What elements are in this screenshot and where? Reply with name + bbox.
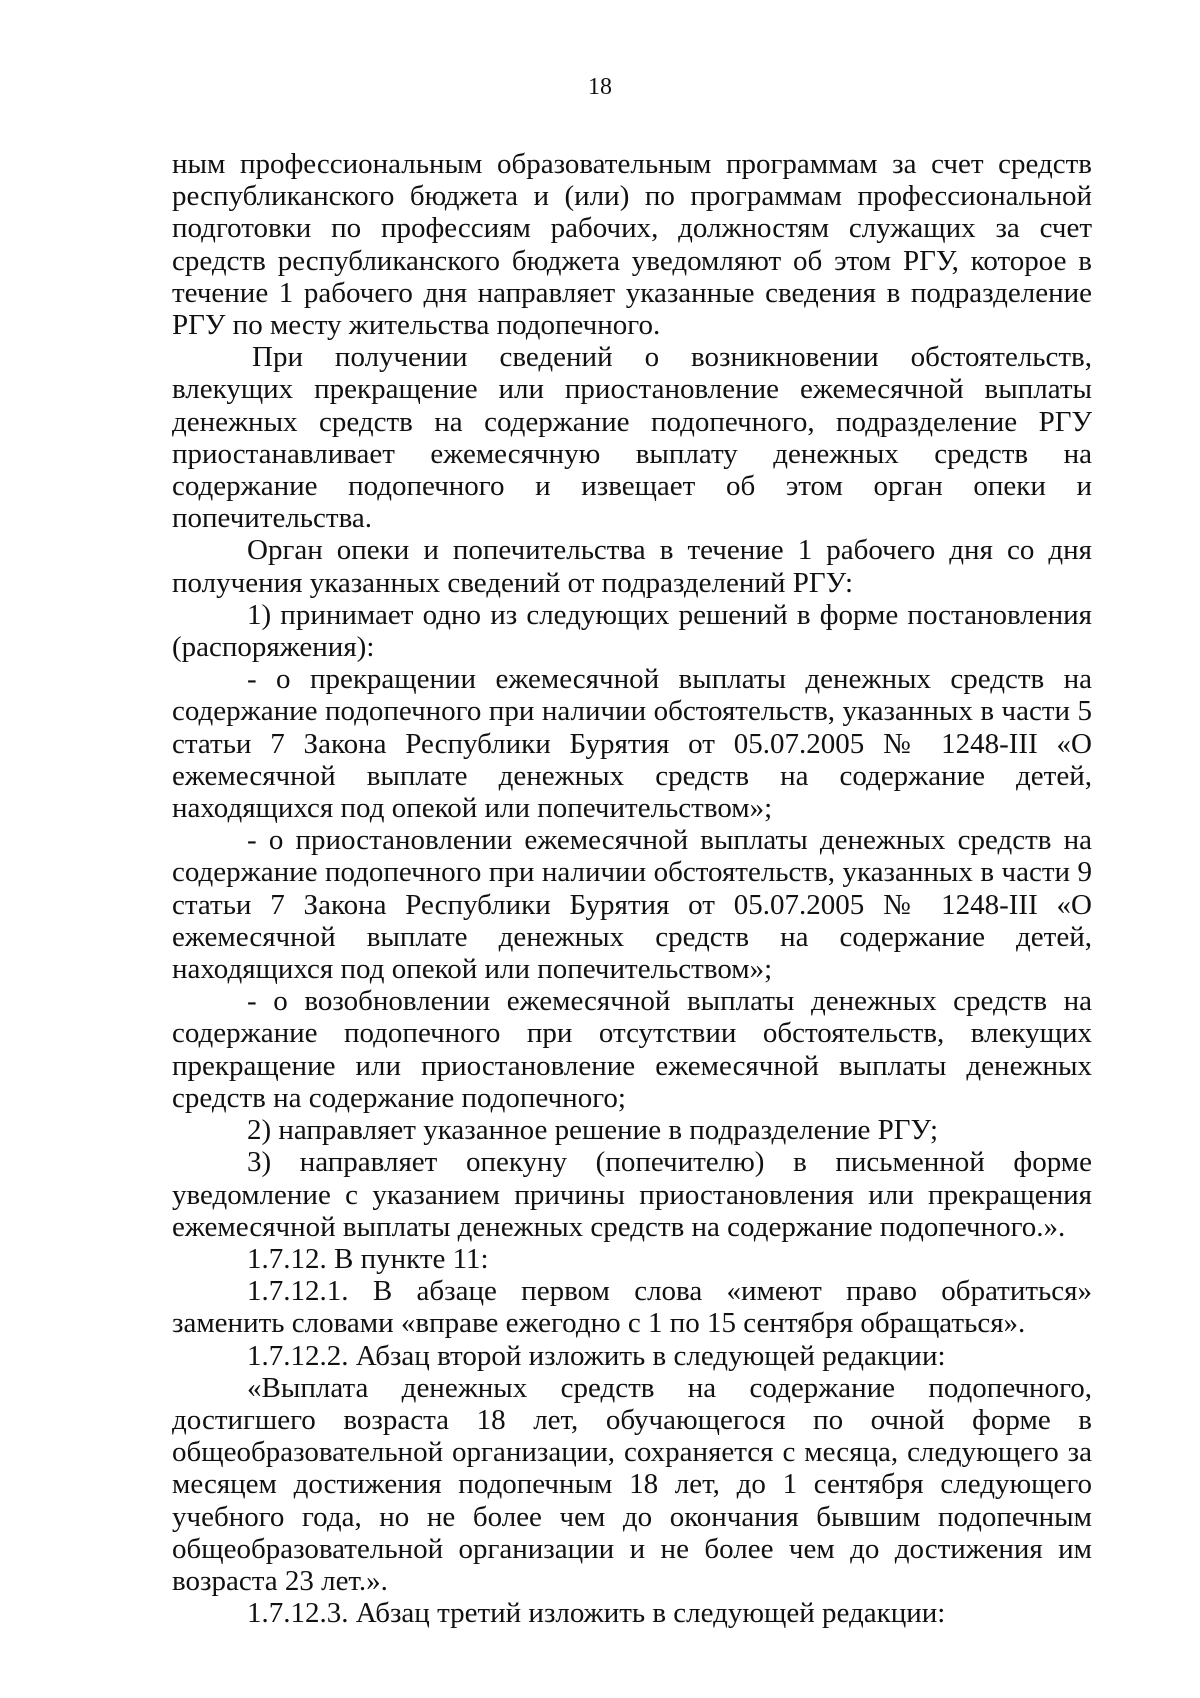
list-item-3: 3) направляет опекуну (попечителю) в письменной форме уведомление с указанием причины приостановления или прекращения ежемесячной выплаты денежных средств на содержание подопечного.». bbox=[172, 1146, 1092, 1243]
sub-item-suspension: - о приостановлении ежемесячной выплаты денежных средств на содержание подопечного при наличии обстоятельств, указанных в части 9 статьи 7 Закона Республики Бурятия от 05.07.2005 № 1248-III «О ежемесячной выплате денежных средств на содержание детей, находящихся под опекой или попечительством»; bbox=[172, 824, 1092, 986]
clause-1-7-12: 1.7.12. В пункте 11: bbox=[247, 1242, 489, 1275]
clause-1-7-12-3: 1.7.12.3. Абзац третий изложить в следующей редакции: bbox=[247, 1597, 946, 1630]
sub-item-resumption: - о возобновлении ежемесячной выплаты денежных средств на содержание подопечного при отсутствии обстоятельств, влекущих прекращение или приостановление ежемесячной выплаты денежных средств на содержание подопечного; bbox=[172, 985, 1092, 1114]
page-number: 18 bbox=[588, 74, 612, 100]
sub-item-termination: - о прекращении ежемесячной выплаты денежных средств на содержание подопечного при наличии обстоятельств, указанных в части 5 статьи 7 Закона Республики Бурятия от 05.07.2005 № 1248-III «О ежемесячной выплате денежных средств на содержание детей, находящихся под опекой или попечительством»; bbox=[172, 663, 1092, 825]
list-item-2: 2) направляет указанное решение в подразделение РГУ; bbox=[247, 1114, 939, 1147]
list-item-1: 1) принимает одно из следующих решений в форме постановления (распоряжения): bbox=[172, 598, 1092, 664]
paragraph-guardianship-authority: Орган опеки и попечительства в течение 1 рабочего дня со дня получения указанных сведений от подразделений РГУ: bbox=[172, 534, 1092, 599]
document-body bbox=[172, 148, 1092, 1629]
paragraph-suspension-notice: При получении сведений о возникновении обстоятельств, влекущих прекращение или приостановление ежемесячной выплаты денежных средств на содержание подопечного, подразделение РГУ приостанавливает ежемесячную выплату денежных средств на содержание подопечного и извещает об этом орган опеки и попечительства. bbox=[172, 341, 1092, 535]
clause-1-7-12-1: 1.7.12.1. В абзаце первом слова «имеют право обратиться» заменить словами «вправе ежегодно с 1 по 15 сентября обращаться». bbox=[172, 1275, 1092, 1340]
clause-1-7-12-2: 1.7.12.2. Абзац второй изложить в следующей редакции: bbox=[247, 1339, 946, 1372]
quoted-new-wording: «Выплата денежных средств на содержание подопечного, достигшего возраста 18 лет, обучающегося по очной форме в общеобразовательной организации, сохраняется с месяца, следующего за месяцем достижения подопечным 18 лет, до 1 сентября следующего учебного года, но не более чем до окончания бывшим подопечным общеобразовательной организации и не более чем до достижения им возраста 23 лет.». bbox=[172, 1371, 1092, 1597]
paragraph-continuation: ным профессиональным образовательным программам за счет средств республиканского бюджета и (или) по программам профессиональной подготовки по профессиям рабочих, должностям служащих за счет средств республиканского бюджета уведомляют об этом РГУ, которое в течение 1 рабочего дня направляет указанные сведения в подразделение РГУ по месту жительства подопечного. bbox=[172, 148, 1092, 342]
